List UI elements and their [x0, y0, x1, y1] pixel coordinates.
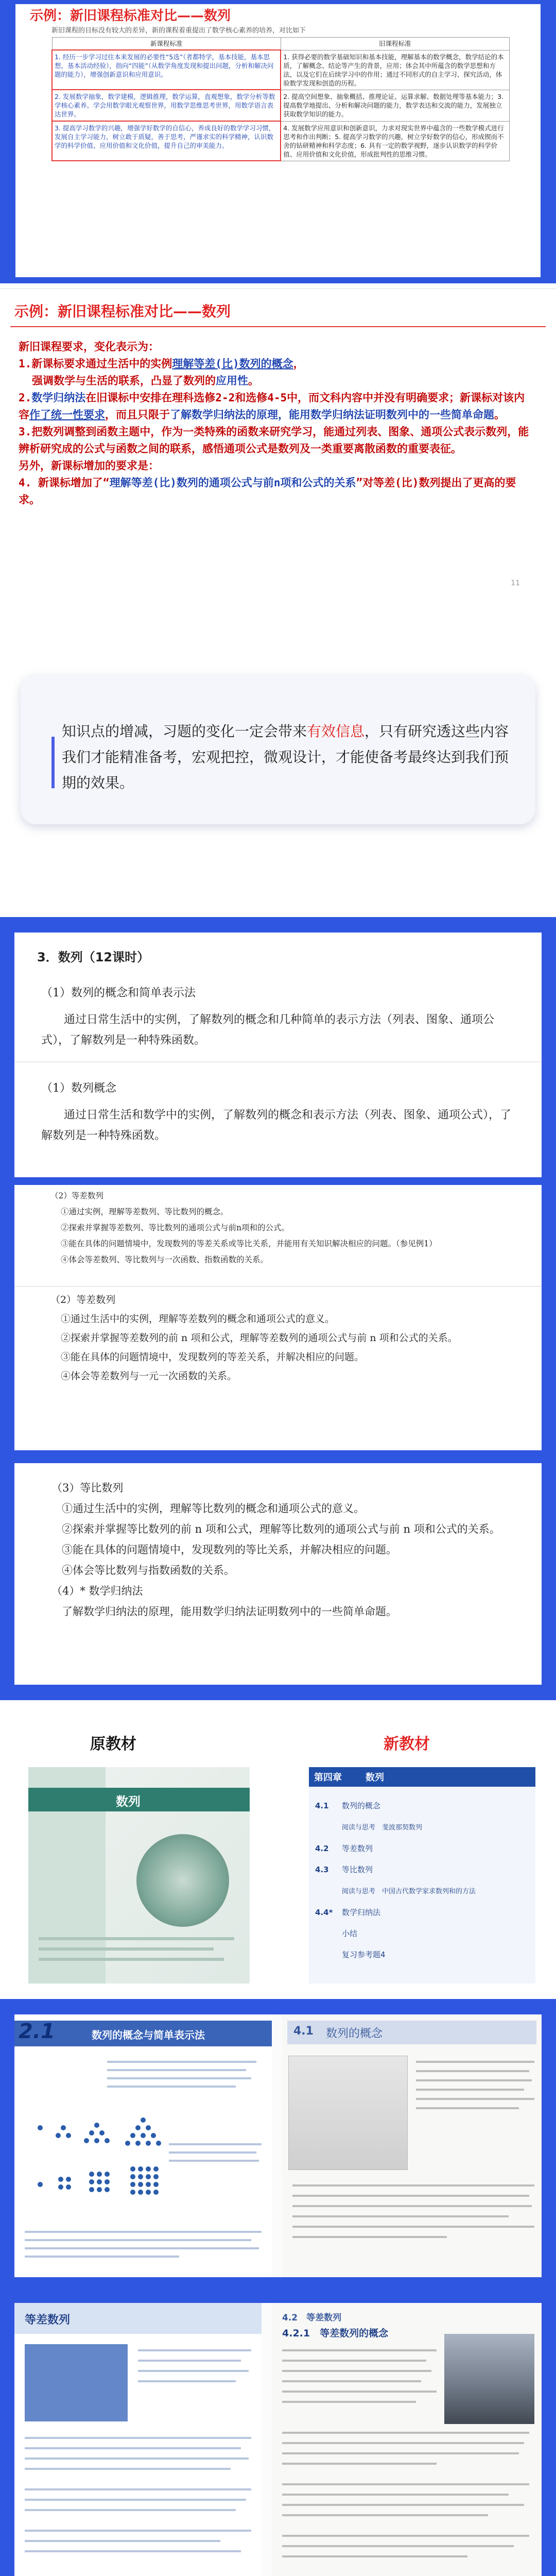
slide-4-para2: 通过日常生活和数学中的实例，了解数列的概念和表示方法（列表、图象、通项公式），了解数列是一种特殊函数。: [41, 1109, 512, 1142]
new-page-text-line: [292, 2205, 532, 2207]
change-2-text-2: ，而且只限于: [105, 409, 170, 421]
new-page-text-line: [416, 2061, 534, 2063]
line: （3）等比数列: [51, 1482, 124, 1494]
slide-4-para1: 通过日常生活中的实例，了解数列的概念和几种简单的表示方法（列表、图象、通项公式），了解数列是一种特殊函数。: [41, 1013, 495, 1047]
change-4: [19, 474, 533, 509]
slide-6: [0, 1463, 556, 1700]
slide-5-top: [50, 1188, 514, 1268]
old-book-text-line: [39, 1937, 234, 1940]
new-arith-text-line: [282, 2483, 529, 2485]
new-arith-text-line: [282, 2349, 437, 2351]
new-arith-text-line: [282, 2432, 529, 2434]
toc-item-text: 等差数列: [342, 1844, 373, 1853]
new-arith-text-line: [282, 2370, 431, 2372]
change-2-highlight: 数学归纳法: [31, 392, 86, 404]
line: （4）* 数学归纳法: [51, 1585, 143, 1597]
new-page-text-line: [292, 2215, 509, 2217]
toc-item-text: 等比数列: [342, 1865, 373, 1874]
slide-4: [0, 917, 556, 1185]
new-arith-text-line: [282, 2545, 514, 2547]
slide-1-panel: [15, 4, 541, 277]
change-1-highlight-2: 应用性: [216, 375, 248, 387]
table-header-row: [52, 38, 510, 50]
change-1-highlight: 理解等差(比)数列的概念: [172, 358, 293, 370]
new-page-text-line: [416, 2079, 532, 2081]
slide-1: [0, 0, 556, 283]
toc-item-text: 数列的概念: [342, 1801, 381, 1810]
old-arith-figure: [25, 2344, 128, 2421]
old-page-text-line: [25, 2256, 179, 2258]
old-arith-text-line: [138, 2349, 251, 2351]
table-row: [52, 90, 510, 121]
toc-item: [315, 1838, 531, 1859]
slide-2-body: [19, 338, 533, 509]
slide-8: [0, 1999, 556, 2287]
new-arith-text-line: [282, 2463, 437, 2465]
table-row: [52, 50, 510, 90]
new-arith-text-line: [282, 2401, 416, 2403]
toc-header-bar: [309, 1767, 535, 1787]
toc-item: [315, 1944, 531, 1965]
slide-4-heading: 3．数列（12课时）: [37, 950, 150, 964]
toc-item: [315, 1859, 531, 1880]
old-book-title: 数列: [116, 1794, 141, 1809]
old-book-text-line: [39, 1958, 224, 1961]
slide-5-divider: [14, 1286, 542, 1287]
new-page-title: 数列的概念: [326, 2027, 383, 2040]
cell-new: 2. 发展数学抽象，数学建模，逻辑推理，数学运算，直观想象，数学分析等数学核心素养。学会用数学眼光观察世界，用数学思维思考世界，用数学语言表达世界。: [52, 90, 281, 121]
line: ①通过生活中的实例，理解等比数列的概念和通项公式的意义。: [62, 1502, 364, 1515]
toc-item: [315, 1902, 531, 1923]
old-page-text-line: [107, 2069, 246, 2071]
new-arith-text-line: [282, 2555, 467, 2557]
new-textbook-label: 新教材: [384, 1735, 430, 1753]
change-2-highlight-3: 了解数学归纳法的原理，能用数学归纳法证明数列中的一些简单命题: [170, 409, 494, 421]
slide-7: [0, 1710, 556, 1999]
callout-text-a: 知识点的增减，习题的变化一定会带来: [62, 723, 307, 740]
old-book-text-line: [39, 1947, 214, 1951]
change-1-text-3: 。: [248, 375, 259, 387]
toc-item-num: 4.2: [315, 1844, 329, 1853]
header-new: 新课程标准: [52, 38, 281, 50]
slide-2-title-rule: [10, 326, 546, 327]
new-page-text-line: [416, 2098, 534, 2100]
table-row: [52, 121, 510, 161]
new-arith-text-line: [282, 2442, 524, 2444]
new-arith-subheading: 4.2 等差数列: [282, 2313, 342, 2323]
slide-6-body: [51, 1478, 505, 1622]
new-arith-page: [272, 2303, 542, 2576]
old-arith-text-line: [25, 2540, 220, 2542]
change-2-num: 2.: [19, 392, 32, 404]
old-arith-text-line: [25, 2550, 241, 2552]
old-page-text-line: [107, 2077, 251, 2079]
old-std-line: （2）等差数列: [50, 1191, 103, 1200]
old-page-text-line: [169, 2143, 262, 2145]
old-page-text-line: [25, 2239, 251, 2241]
new-std-line: （2）等差数列: [50, 1294, 116, 1306]
slide-5-panel: [14, 1185, 542, 1450]
slide-5-bottom: [50, 1291, 514, 1386]
toc-title: 数列: [366, 1772, 384, 1783]
old-textbook-label: 原教材: [90, 1735, 136, 1753]
change-3: 3.把数列调整到函数主题中，作为一类特殊的函数来研究学习，能通过列表、图象、通项公式表示数列，能辨析研究成的公式与函数之间的联系，感悟通项公式是数列及一类重要离散函数的重要表征。: [19, 426, 529, 455]
old-std-line: ④体会等差数列、等比数列与一次函数、指数函数的关系。: [61, 1255, 269, 1264]
new-page-figure: [288, 2056, 408, 2170]
slide-3: [0, 598, 556, 907]
new-page-text-line: [292, 2184, 534, 2187]
toc-item-num: 4.3: [315, 1865, 329, 1874]
slide-1-title: 示例：新旧课程标准对比——数列: [30, 8, 231, 24]
slide-4-divider: [14, 1061, 542, 1062]
new-textbook-image: [309, 1767, 535, 1984]
slide-5: [0, 1185, 556, 1463]
new-page-header: [287, 2021, 536, 2044]
old-arith-text-line: [25, 2468, 231, 2470]
new-arith-text-line: [282, 2504, 524, 2506]
line: ③能在具体的问题情境中，发现数列的等比关系，并解决相应的问题。: [62, 1544, 397, 1556]
old-page-title: 数列的概念与简单表示法: [92, 2029, 205, 2041]
callout-accent-bar: [51, 737, 55, 788]
new-page-text-line: [292, 2236, 447, 2238]
new-textbook-page: [282, 2014, 542, 2277]
cell-old: 1. 获得必要的数学基础知识和基本技能，理解基本的数学概念，数学结论的本质，了解概念、结论等产生的背景，应用；体会其中所蕴含的数学思想和方法，以及它们在后续学习中的作用；通过不同形式的自主学习、探究活动，体验数学发现和创造的历程。: [281, 50, 509, 90]
change-4-text-2: ”对等差(比)数列提出了更高的要求。: [19, 477, 516, 506]
new-page-num: 4.1: [293, 2025, 314, 2038]
page-number: 11: [511, 579, 520, 587]
toc-item: [315, 1880, 531, 1902]
change-1-text: 1.新课标要求通过生活中的实例: [19, 358, 172, 370]
toc-list: [315, 1795, 531, 1965]
new-page-text-line: [292, 2195, 529, 2197]
change-2-text-3: 。: [494, 409, 505, 421]
old-arith-title: 等差数列: [25, 2314, 71, 2327]
new-arith-text-line: [282, 2380, 421, 2382]
cell-old: 4. 发展数学应用意识和创新意识，力求对现实世界中蕴含的一些数学模式进行思考和作出判断；5. 提高学习数学的兴趣，树立学好数学的信心，形成锲而不舍的钻研精神和科学态度；6. 具有一定的数学视野，逐步认识数学的科学价值、应用价值和文化价值，形成批判性的思维习惯。: [281, 121, 509, 161]
new-arith-text-line: [282, 2514, 488, 2516]
comparison-table: [51, 37, 510, 161]
old-arith-text-line: [138, 2380, 236, 2382]
change-2: [19, 389, 533, 423]
cell-old: 2. 提高空间想象、抽象概括、推理论证、运算求解、数据处理等基本能力；3. 提高数学地提出、分析和解决问题的能力，数学表达和交流的能力，发展独立获取数学知识的能力。: [281, 90, 509, 121]
slide-2-title: 示例：新旧课程标准对比——数列: [14, 303, 231, 320]
toc-item-num: 4.1: [315, 1801, 329, 1810]
toc-item: [315, 1923, 531, 1944]
old-page-text-line: [25, 2231, 262, 2233]
slide-4-sub2: （1）数列概念: [41, 1082, 116, 1095]
line: ②探索并掌握等比数列的前 n 项和公式，理解等比数列的通项公式与前 n 项和公式的关系。: [62, 1523, 500, 1535]
old-page-text-line: [107, 2061, 256, 2063]
toc-item-text: 数学归纳法: [342, 1908, 381, 1917]
old-page-text-line: [25, 2247, 259, 2249]
callout-highlight: 有效信息: [307, 723, 365, 740]
change-2-text: 在旧课标中安排在理科选修2-2和选修4-5中，而文科内容中并没有明确要求；新课标对该内容: [19, 392, 525, 421]
toc-item-num: 4.4*: [315, 1908, 333, 1917]
new-page-text-line: [416, 2107, 519, 2109]
new-arith-text-line: [282, 2494, 509, 2496]
toc-item-text: 阅读与思考 斐波那契数列: [342, 1824, 423, 1832]
old-page-text-line: [107, 2086, 236, 2088]
change-2-highlight-2: 作了统一性要求: [29, 409, 105, 421]
new-page-text-line: [416, 2089, 524, 2091]
slide-9: [0, 2287, 556, 2576]
toc-item-text: 小结: [342, 1929, 358, 1938]
old-arith-text-line: [25, 2509, 236, 2511]
old-textbook-page: [14, 2014, 272, 2277]
old-arith-text-line: [25, 2458, 249, 2460]
slide-3-callout: [21, 675, 535, 824]
cell-new: 1. 经历一步学习过往本来发展的必要性“5选”（者都特学，基本技能，基本思想，基本活动经验），指向“四能”（从数学角度发现和提出问题，分析和解决问题的能力），增强创新意识和应用意识。: [52, 50, 281, 90]
toc-title-number: 第四章: [314, 1772, 342, 1783]
old-book-decor: [136, 1834, 229, 1927]
new-std-line: ④体会等差数列与一元一次函数的关系。: [61, 1370, 237, 1382]
change-1-line2: [19, 372, 533, 389]
new-arith-text-line: [282, 2360, 426, 2362]
old-std-line: ③能在具体的问题情境中，发现数列的等差关系或等比关系，并能用有关知识解决相应的问题。（参见例1）: [61, 1239, 437, 1248]
change-4-text: 4. 新课标增加了“: [19, 477, 110, 489]
changes-heading: 新旧课程要求，变化表示为：: [19, 341, 159, 353]
callout-text: [62, 719, 515, 796]
new-page-text-line: [416, 2070, 529, 2072]
change-extra: 另外，新课标增加的要求是：: [19, 460, 159, 472]
new-arith-title: 4.2.1 等差数列的概念: [282, 2328, 389, 2339]
toc-item-text: 复习参考题4: [342, 1950, 386, 1959]
new-std-line: ①通过生活中的实例，理解等差数列的概念和通项公式的意义。: [61, 1313, 335, 1325]
change-1-text-2: 强调数学与生活的联系，凸显了数列的: [32, 375, 216, 387]
old-arith-page: [14, 2303, 262, 2576]
new-arith-photo: [444, 2334, 534, 2424]
new-arith-text-line: [282, 2391, 437, 2393]
old-std-line: ②探索并掌握等差数列、等比数列的通项公式与前n项和的公式。: [61, 1223, 289, 1232]
old-page-num: 2.1: [19, 2020, 55, 2043]
toc-item: [315, 1817, 531, 1838]
slide-9-panel: [14, 2303, 542, 2576]
toc-item: [315, 1795, 531, 1817]
line: ④体会等比数列与指数函数的关系。: [62, 1564, 235, 1577]
old-arith-text-line: [138, 2360, 241, 2362]
old-arith-text-line: [25, 2488, 251, 2490]
slide-6-panel: [14, 1463, 542, 1685]
old-arith-text-line: [138, 2370, 249, 2372]
change-1: [19, 355, 533, 372]
old-arith-text-line: [25, 2437, 251, 2439]
cell-new: 3. 提高学习数学的兴趣，增强学好数学的自信心，养成良好的数学学习习惯，发展自主学习能力，树立敢于质疑，善于思考，严谨求实的科学精神，认识数学的科学价值、应用价值和文化价值，提升自己的审美能力。: [52, 121, 281, 161]
new-std-line: ②探索并掌握等差数列的前 n 项和公式，理解等差数列的通项公式与前 n 项和公式的关系。: [61, 1332, 458, 1344]
slide-4-panel: [14, 933, 542, 1177]
old-page-dot-patterns: [25, 2097, 267, 2221]
change-1-text-end: ，: [293, 358, 304, 370]
header-old: 旧课程标准: [281, 38, 509, 50]
slide-4-sub1: （1）数列的概念和简单表示法: [41, 987, 196, 999]
old-page-text-line: [169, 2151, 256, 2154]
new-arith-text-line: [282, 2535, 529, 2537]
old-std-line: ①通过实例，理解等差数列、等比数列的概念。: [61, 1207, 229, 1216]
line: 了解数学归纳法的原理，能用数学归纳法证明数列中的一些简单命题。: [62, 1605, 397, 1618]
slide-8-panel: [14, 2014, 542, 2277]
old-textbook-image: [28, 1767, 250, 1984]
old-arith-text-line: [25, 2447, 241, 2449]
slide-2: [0, 289, 556, 592]
toc-item-text: 阅读与思考 中国古代数学家求数列和的方法: [342, 1888, 476, 1895]
slide-1-subtitle: 新旧课程的目标没有较大的差异，新的课程着重提出了数学核心素养的培养，对比如下: [51, 27, 306, 35]
old-arith-text-line: [25, 2530, 251, 2532]
callout-text-c: ，只有研究透这些内容我们才能精准备考，宏观把控，微观设计，才能使备考最终达到我们预期的效果。: [62, 723, 509, 791]
old-arith-text-line: [25, 2499, 246, 2501]
new-page-text-line: [292, 2226, 534, 2228]
new-std-line: ③能在具体的问题情境中，发现数列的等差关系，并解决相应的问题。: [61, 1351, 364, 1363]
new-arith-text-line: [282, 2452, 519, 2454]
change-4-highlight: 理解等差(比)数列的通项公式与前n项和公式的关系: [109, 477, 356, 489]
old-page-text-line: [169, 2160, 259, 2162]
